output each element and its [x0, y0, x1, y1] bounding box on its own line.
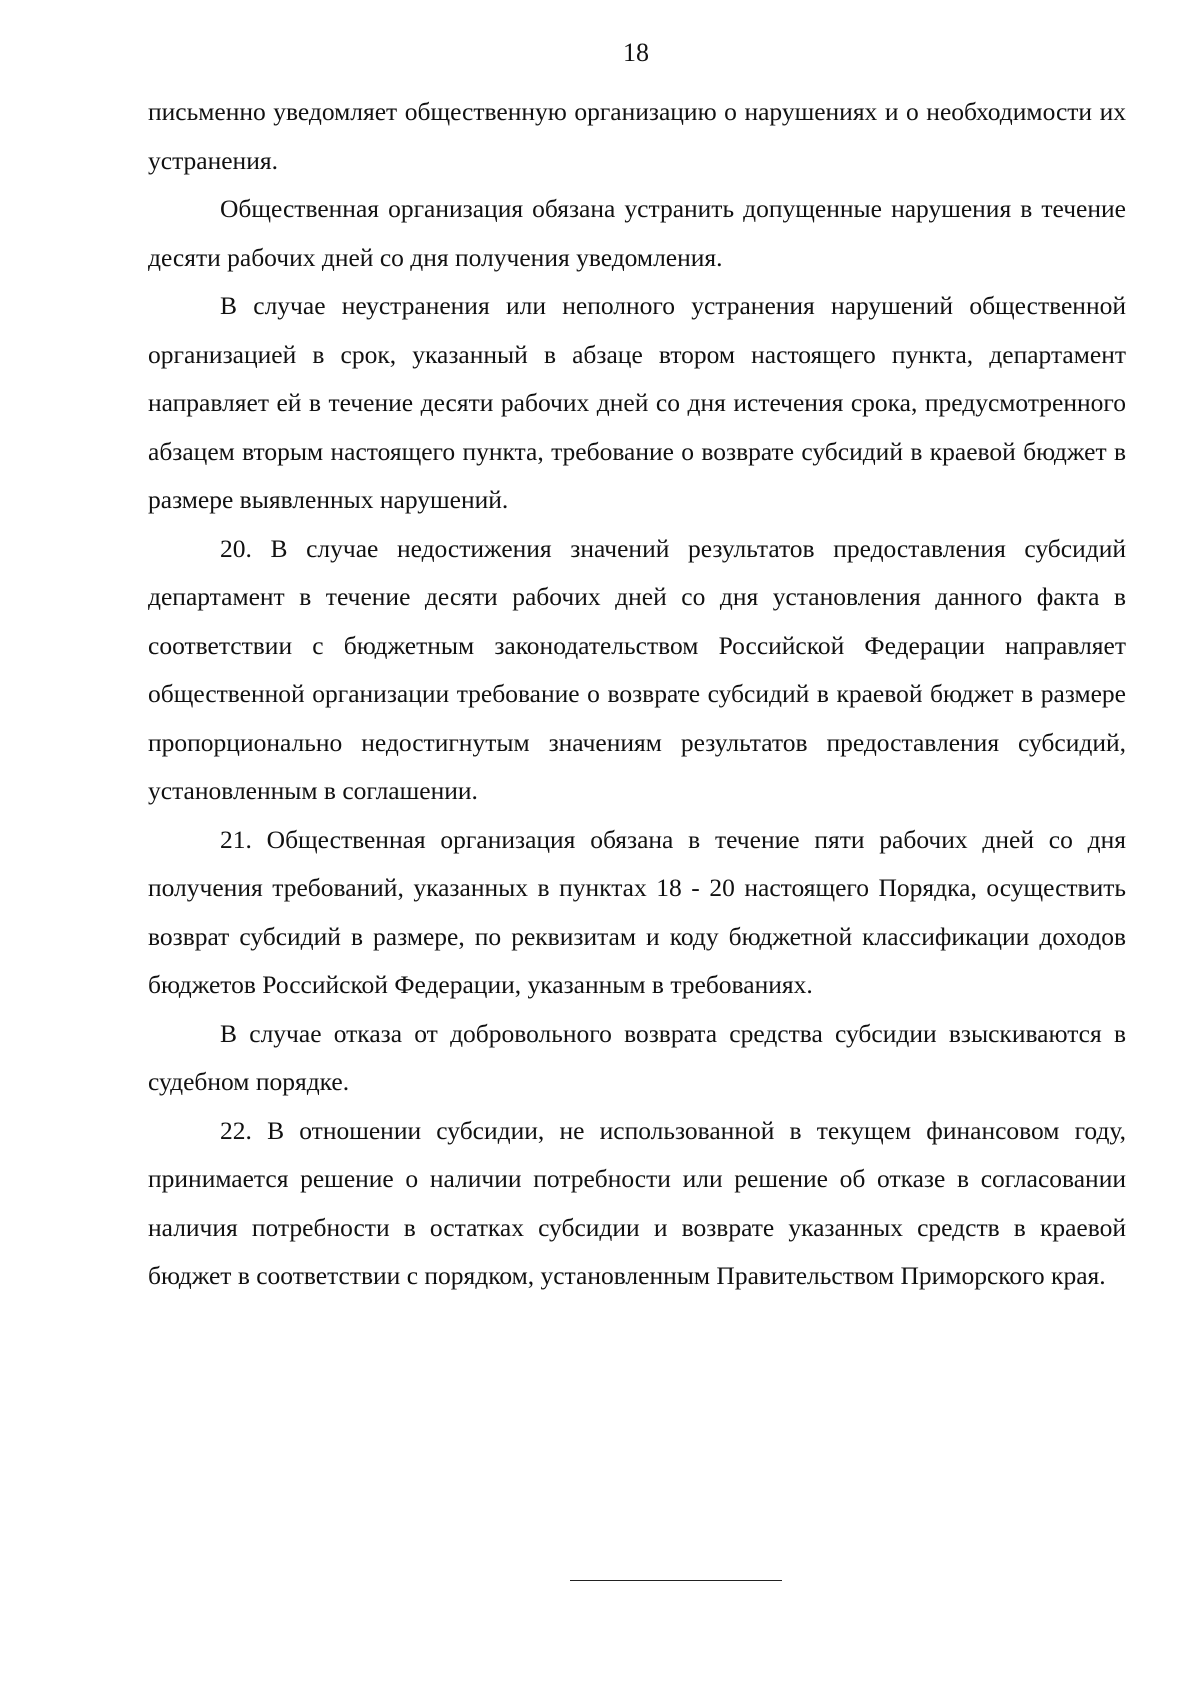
paragraph-item-21: 21. Общественная организация обязана в течение пяти рабочих дней со дня получения требований, указанных в пунктах 18 - 20 настоящего Порядка, осуществить возврат субсидий в размере, по реквизитам и коду бюджетной классификации доходов бюджетов Российской Федерации, указанным в требованиях. [148, 824, 1126, 999]
paragraph-judicial-recovery: В случае отказа от добровольного возврата средства субсидии взыскиваются в судебном порядке. [148, 1018, 1126, 1096]
paragraph-non-elimination: В случае неустранения или неполного устранения нарушений общественной организацией в срок, указанный в абзаце втором настоящего пункта, департамент направляет ей в течение десяти рабочих дней со дня истечения срока, предусмотренного абзацем вторым настоящего пункта, требование о возврате субсидий в краевой бюджет в размере выявленных нарушений. [148, 291, 1126, 514]
paragraph-item-22: 22. В отношении субсидии, не использованной в текущем финансовом году, принимается решение о наличии потребности или решение об отказе в согласовании наличия потребности в остатках субсидии и возврате указанных средств в краевой бюджет в соответствии с порядком, установленным Правительством Приморского края. [148, 1115, 1126, 1290]
paragraph-item-20: 20. В случае недостижения значений результатов предоставления субсидий департамент в течение десяти рабочих дней со дня установления данного факта в соответствии с бюджетным законодательством Российской Федерации направляет общественной организации требование о возврате субсидий в краевой бюджет в размере пропорционально недостигнутым значениям результатов предоставления субсидий, установленным в соглашении. [148, 533, 1126, 805]
page-number: 18 [623, 38, 649, 67]
paragraph-notification: письменно уведомляет общественную организацию о нарушениях и о необходимости их устранения. [148, 97, 1126, 175]
document-body [148, 88, 1126, 1301]
paragraph-eliminate-violations: Общественная организация обязана устранить допущенные нарушения в течение десяти рабочих дней со дня получения уведомления. [148, 194, 1126, 272]
end-of-document-rule [570, 1580, 782, 1581]
